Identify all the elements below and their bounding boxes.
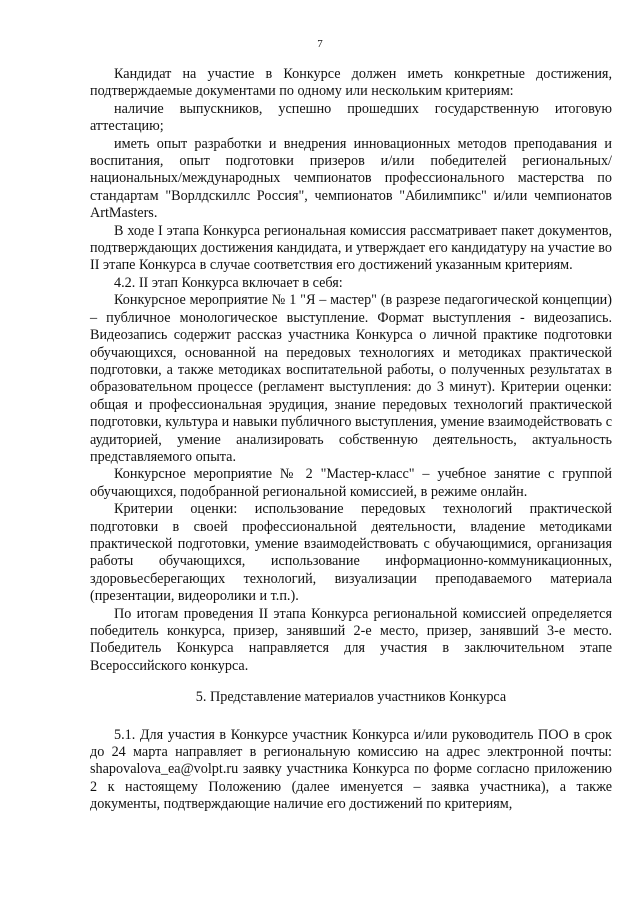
paragraph-event-two: Конкурсное мероприятие № 2 "Мастер-класс" – учебное занятие с группой обучающихся, подобранной региональной комиссией, в режиме онлайн. xyxy=(90,466,612,500)
paragraph-candidate-requirements: Кандидат на участие в Конкурсе должен иметь конкретные достижения, подтверждаемые документами по одному или нескольким критериям: xyxy=(90,66,612,100)
paragraph-submission: 5.1. Для участия в Конкурсе участник Конкурса и/или руководитель ПОО в срок до 24 марта направляет в региональную комиссию на адрес электронной почты: shapovalova_ea@volpt.ru заявку участника Конкурса по форме согласно приложению 2 к настоящему Положению (далее именуется – заявка участника), а также документы, подтверждающие наличие его достижений по критериям, xyxy=(90,726,612,813)
paragraph-event-two-criteria: Критерии оценки: использование передовых технологий практической подготовки в своей профессиональной деятельности, владение методиками практической подготовки, умение взаимодействовать с обучающимися, организация работы обучающихся, использование информационно-коммуникационных, здоровьесберегающих технологий, визуализации преподаваемого материала (презентации, видеоролики и т.п.). xyxy=(90,501,612,605)
paragraph-innovation-criterion: иметь опыт разработки и внедрения инновационных методов преподавания и воспитания, опыт подготовки призеров и/или победителей региональных/национальных/международных чемпионатов профессионального мастерства по стандартам "Ворлдскиллс Россия", чемпионатов "Абилимпикс" и/или чемпионатов ArtMasters. xyxy=(90,135,612,222)
page-body xyxy=(90,66,612,814)
paragraph-graduates-criterion: наличие выпускников, успешно прошедших государственную итоговую аттестацию; xyxy=(90,100,612,135)
paragraph-stage-two-results: По итогам проведения II этапа Конкурса региональной комиссией определяется победитель конкурса, призер, занявший 2-е место, призер, занявший 3-е место. Победитель Конкурса направляется для участия в заключительном этапе Всероссийского конкурса. xyxy=(90,605,612,674)
paragraph-stage-one: В ходе I этапа Конкурса региональная комиссия рассматривает пакет документов, подтверждающих достижения кандидата, и утверждает его кандидатуру на участие во II этапе Конкурса в случае соответствия его достижений указанным критериям. xyxy=(90,222,612,274)
section-heading: 5. Представление материалов участников Конкурса xyxy=(195,689,507,706)
paragraph-event-one: Конкурсное мероприятие № 1 "Я – мастер" (в разрезе педагогической концепции) – публичное монологическое выступление. Формат выступления - видеозапись. Видеозапись содержит рассказ участника Конкурса о личной практике подготовки обучающихся, основанной на передовых технологиях и методиках практической подготовки, а также методиках воспитательной работы, о полученных результатах в образовательном процессе (регламент выступления: до 3 минут). Критерии оценки: общая и профессиональная эрудиция, знание передовых технологий практической подготовки, культура и навыки публичного выступления, умение взаимодействовать с аудиторией, умение анализировать собственную деятельность, актуальность представляемого опыта. xyxy=(90,292,612,465)
page-number: 7 xyxy=(317,38,323,50)
paragraph-stage-two-intro: 4.2. II этап Конкурса включает в себя: xyxy=(114,274,343,291)
